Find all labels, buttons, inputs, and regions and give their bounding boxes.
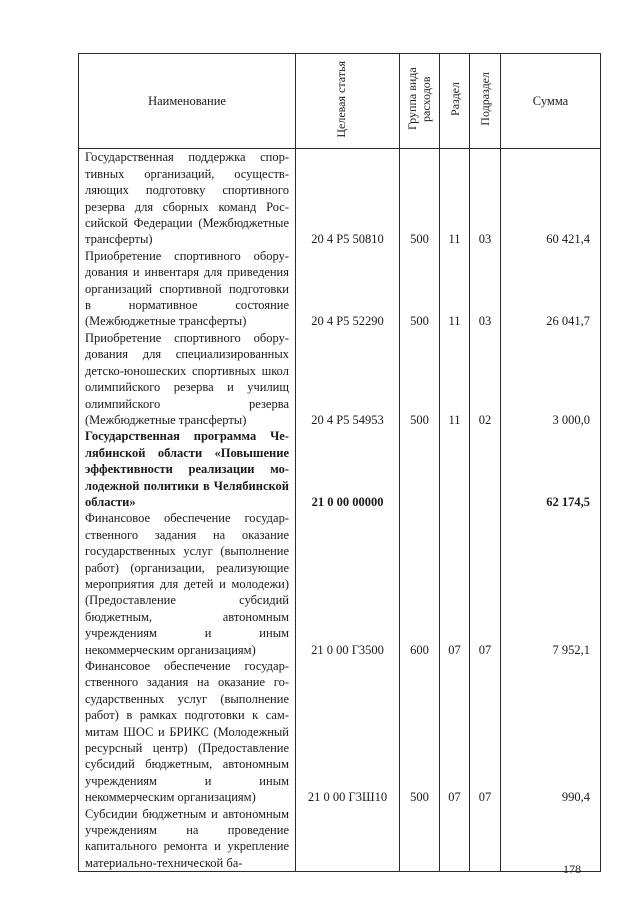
header-expense-group: Группа вида расходов bbox=[400, 54, 440, 149]
row-subsection: 03 bbox=[470, 149, 501, 248]
row-section: 11 bbox=[440, 330, 470, 428]
row-group: 500 bbox=[400, 330, 440, 428]
header-section: Раздел bbox=[440, 54, 470, 149]
table-row bbox=[79, 510, 601, 658]
row-section: 07 bbox=[440, 510, 470, 658]
table-row-program bbox=[79, 428, 601, 510]
row-code: 20 4 P5 50810 bbox=[296, 149, 400, 248]
row-sum: 62 174,5 bbox=[501, 428, 601, 510]
row-name: Финансовое обеспечение государственного задания на оказание государственных услуг (выполнение работ) в рамках подготовки к саммитам ШОС и БРИКС (Молодежный ресурсный центр) (Предоставление субсидий бюджетным, автономным учреждениям и иным некоммерческим организациям) bbox=[79, 658, 296, 806]
row-sum: 3 000,0 bbox=[501, 330, 601, 428]
row-section bbox=[440, 806, 470, 872]
row-group bbox=[400, 428, 440, 510]
table-row bbox=[79, 248, 601, 330]
row-section: 11 bbox=[440, 248, 470, 330]
row-sum bbox=[501, 806, 601, 872]
row-subsection: 02 bbox=[470, 330, 501, 428]
row-subsection: 07 bbox=[470, 510, 501, 658]
header-subsection: Подраздел bbox=[470, 54, 501, 149]
table-row bbox=[79, 806, 601, 872]
row-name: Финансовое обеспечение государственного задания на оказание государственных услуг (выполнение работ) (организации, реализующие мероприятия для детей и молодежи) (Предоставление субсидий бюджетным, автономным учреждениям и иным некоммерческим организациям) bbox=[79, 510, 296, 658]
row-code bbox=[296, 806, 400, 872]
row-section bbox=[440, 428, 470, 510]
row-group bbox=[400, 806, 440, 872]
row-section: 07 bbox=[440, 658, 470, 806]
table-row bbox=[79, 330, 601, 428]
row-group: 500 bbox=[400, 248, 440, 330]
row-name: Субсидии бюджетным и автономным учреждениям на проведение капитального ремонта и укрепление материально-технической ба- bbox=[79, 806, 296, 872]
table-header-row bbox=[79, 54, 601, 149]
table-row bbox=[79, 149, 601, 248]
row-section: 11 bbox=[440, 149, 470, 248]
table-row bbox=[79, 658, 601, 806]
row-name: Государственная поддержка спортивных организаций, осуществляющих подготовку спортивного резерва для сборных команд Российской Федерации (Межбюджетные трансферты) bbox=[79, 149, 296, 248]
row-sum: 26 041,7 bbox=[501, 248, 601, 330]
row-name: Приобретение спортивного оборудования для специализированных детско-юношеских спортивных школ олимпийского резерва и училищ олимпийского резерва (Межбюджетные трансферты) bbox=[79, 330, 296, 428]
header-sum: Сумма bbox=[501, 54, 601, 149]
row-code: 21 0 00 Г3500 bbox=[296, 510, 400, 658]
row-group: 500 bbox=[400, 149, 440, 248]
row-subsection: 03 bbox=[470, 248, 501, 330]
page-number: 178 bbox=[563, 862, 581, 876]
row-code: 20 4 P5 52290 bbox=[296, 248, 400, 330]
row-code: 21 0 00 00000 bbox=[296, 428, 400, 510]
row-group: 500 bbox=[400, 658, 440, 806]
row-name: Государственная программа Челябинской области «Повышение эффективности реализации молодежной политики в Челябинской области» bbox=[79, 428, 296, 510]
row-name: Приобретение спортивного оборудования и инвентаря для приведения организаций спортивной подготовки в нормативное состояние (Межбюджетные трансферты) bbox=[79, 248, 296, 330]
header-name: Наименование bbox=[79, 54, 296, 149]
row-subsection bbox=[470, 806, 501, 872]
row-sum: 7 952,1 bbox=[501, 510, 601, 658]
row-code: 21 0 00 Г3Ш10 bbox=[296, 658, 400, 806]
row-sum: 990,4 bbox=[501, 658, 601, 806]
row-sum: 60 421,4 bbox=[501, 149, 601, 248]
budget-table bbox=[78, 53, 601, 872]
row-code: 20 4 P5 54953 bbox=[296, 330, 400, 428]
row-group: 600 bbox=[400, 510, 440, 658]
row-subsection: 07 bbox=[470, 658, 501, 806]
row-subsection bbox=[470, 428, 501, 510]
header-target-article: Целевая статья bbox=[296, 54, 400, 149]
